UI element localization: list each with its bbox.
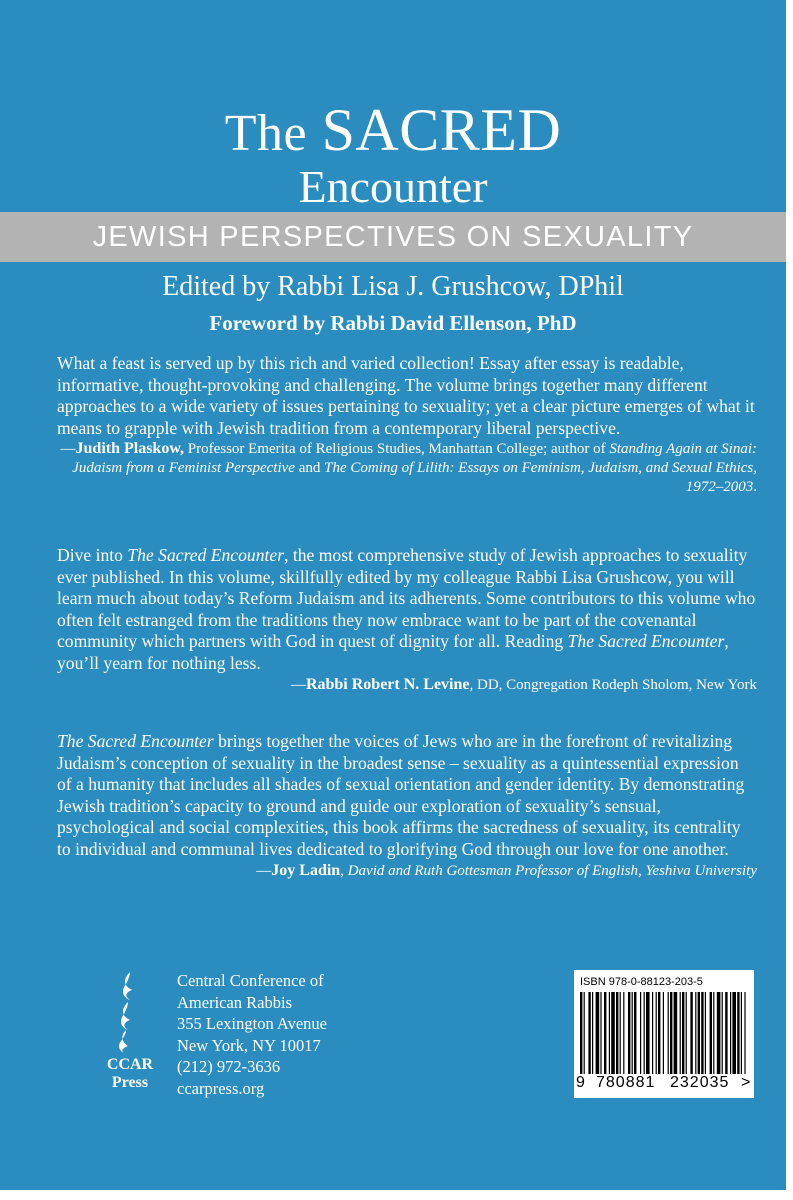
blurb-text: Dive into The Sacred Encounter, the most comprehensive study of Jewish approaches to sexuality ever published. In this volume, skillfully edited by my colleague Rabbi Lisa Grushcow, you will learn much about today’s Reform Judaism and its adherents. Some contributors to this volume who often felt estranged from the traditions they now embrace want to be part of the covenantal community which partners with God in quest of dignity for all. Reading The Sacred Encounter, you’ll yearn for nothing less.	[57, 545, 756, 673]
title-the: The	[224, 105, 308, 162]
foreword-line: Foreword by Rabbi David Ellenson, PhD	[209, 311, 577, 335]
barcode-digits-left: 780881	[596, 1074, 656, 1091]
barcode-bar	[717, 992, 721, 1074]
barcode-bar	[580, 992, 582, 1074]
barcode-bar	[611, 992, 615, 1074]
barcode-bar	[695, 992, 696, 1074]
barcode-bar	[713, 992, 714, 1074]
barcode-bar	[632, 992, 633, 1074]
barcode-bar	[741, 992, 742, 1074]
barcode-bar	[592, 992, 593, 1074]
barcode-bar	[674, 992, 678, 1074]
barcode-bar	[640, 992, 641, 1074]
barcode-bar	[705, 992, 706, 1074]
logo-ccar: CCAR	[106, 1056, 154, 1073]
barcode-bar	[698, 992, 700, 1074]
book-title-ref: The Coming of Lilith: Essays on Feminism, Judaism, and Sexual Ethics, 1972–2003	[324, 460, 757, 496]
address-line: (212) 972-3636	[177, 1057, 281, 1076]
blurb-text: What a feast is served up by this rich and varied collection! Essay after essay is readable, informative, thought-provoking and challenging. The volume brings together many different approaches to a wide variety of issues pertaining to sexuality; yet a clear picture emerges of what it means to grapple with Jewish tradition from a contemporary liberal perspective.	[57, 353, 755, 438]
barcode-bar	[620, 992, 621, 1074]
barcode-bar	[701, 992, 703, 1074]
barcode-bar	[737, 992, 739, 1074]
attribution-name: Joy Ladin	[271, 861, 341, 879]
address-line: American Rabbis	[177, 992, 293, 1012]
barcode-bar	[604, 992, 606, 1074]
publisher-website: ccarpress.org	[177, 1078, 265, 1098]
barcode-bar	[670, 992, 672, 1074]
address-line: 355 Lexington Avenue	[177, 1014, 327, 1033]
barcode-bar	[680, 992, 681, 1074]
barcode-bar	[628, 992, 630, 1074]
barcode-digits-right: 232035	[670, 1074, 730, 1091]
barcode-bar	[600, 992, 601, 1074]
barcode-bar	[616, 992, 618, 1074]
barcode-digit-end: >	[741, 1074, 751, 1091]
isbn-barcode	[574, 970, 754, 1098]
logo-press: Press	[111, 1074, 149, 1091]
flame-icon	[100, 968, 160, 1056]
barcode-bar	[588, 992, 590, 1074]
editor-line: Edited by Rabbi Lisa J. Grushcow, DPhil	[162, 271, 624, 302]
barcode-bar	[634, 992, 636, 1074]
ccar-press-logo	[100, 968, 160, 1098]
publisher-address	[177, 970, 327, 1099]
barcode-bar	[710, 992, 712, 1074]
barcode-bar	[690, 992, 692, 1074]
title-encounter: Encounter	[298, 161, 488, 212]
barcode-bar	[609, 992, 610, 1074]
barcode-bar	[732, 992, 736, 1074]
blurb-levine	[57, 545, 757, 695]
barcode-bar	[623, 992, 624, 1074]
barcode-bar	[646, 992, 650, 1074]
attribution-name: Judith Plaskow,	[75, 440, 184, 458]
blurb-attribution: —Rabbi Robert N. Levine, DD, Congregation Rodeph Sholom, New York	[290, 675, 757, 693]
barcode-bar	[652, 992, 653, 1074]
barcode-bar	[596, 992, 600, 1074]
book-title-ref: Standing Again at Sinai: Judaism from a Feminist Perspective	[72, 441, 757, 477]
barcode-bar	[722, 992, 723, 1074]
blurb-plaskow	[57, 353, 757, 497]
barcode-bar	[725, 992, 727, 1074]
title-sacred: SACRED	[321, 97, 562, 163]
blurb-attribution: —Joy Ladin, David and Ruth Gottesman Professor of English, Yeshiva University	[256, 861, 757, 879]
address-line: New York, NY 10017	[177, 1035, 321, 1055]
barcode-bar	[658, 992, 660, 1074]
address-line: Central Conference of	[177, 971, 324, 990]
blurb-attribution: —Judith Plaskow, Professor Emerita of Religious Studies, Manhattan College; author of Standing Again at Sinai: Judaism from a Feminist Perspective and The Coming of Lilith: Essays on Feminism, Judaism, and Sexual Ethics, 1972–2003.	[60, 440, 757, 496]
barcode-bar	[584, 992, 585, 1074]
subtitle: JEWISH PERSPECTIVES ON SEXUALITY	[92, 221, 694, 253]
barcode-bar	[656, 992, 657, 1074]
barcode-bar	[668, 992, 669, 1074]
blurb-ladin	[57, 731, 757, 881]
barcode-bar	[744, 992, 745, 1074]
barcode-bars	[578, 992, 750, 1074]
isbn-number: ISBN 978-0-88123-203-5	[580, 976, 703, 988]
barcode-bar	[686, 992, 687, 1074]
barcode-bar	[682, 992, 684, 1074]
barcode-digit-first: 9	[576, 1074, 585, 1091]
book-title	[0, 97, 786, 212]
barcode-bar	[644, 992, 645, 1074]
barcode-bar	[663, 992, 664, 1074]
barcode-bar	[730, 992, 731, 1074]
blurb-text: The Sacred Encounter brings together the voices of Jews who are in the forefront of revitalizing Judaism’s conception of sexuality in the broadest sense – sexuality as a quintessential expression of a humanity that includes all shades of sexual orientation and gender identity. By demonstrating Jewish tradition’s capacity to ground and guide our exploration of sexuality’s sensual, psychological and social complexities, this book affirms the sacredness of sexuality, its centrality to individual and communal lives dedicated to glorifying God through our love for one another.	[57, 731, 745, 859]
attribution-name: Rabbi Robert N. Levine	[305, 675, 470, 693]
